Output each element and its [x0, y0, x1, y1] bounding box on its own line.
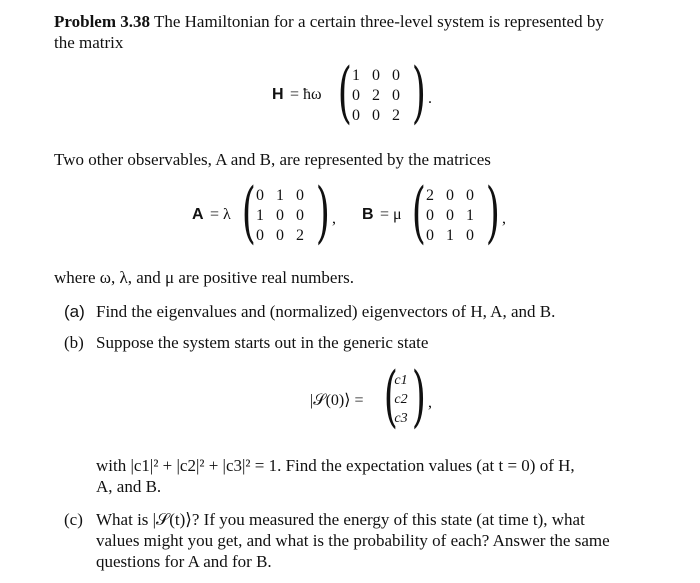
- b-right-paren: ): [485, 174, 500, 251]
- state-component: c1: [394, 373, 408, 388]
- h-matrix: [346, 66, 406, 126]
- A-matrix-entry: 0: [276, 227, 284, 244]
- A-matrix-row: [250, 226, 310, 246]
- H-matrix-table: [346, 66, 406, 126]
- h-trail: .: [428, 90, 432, 107]
- part-a-text: Find the eigenvalues and (normalized) eigenvectors of H, A, and B.: [96, 302, 556, 321]
- part-b-text: Suppose the system starts out in the generic state: [96, 333, 429, 352]
- B-matrix-entry: 1: [466, 207, 474, 224]
- a-trail: ,: [332, 210, 336, 227]
- state-vector: [390, 371, 412, 428]
- B-matrix-row: [420, 206, 480, 226]
- state-left-paren: (: [383, 358, 398, 435]
- A-matrix-entry: 1: [256, 207, 264, 224]
- H-matrix-row: [346, 66, 406, 86]
- H-matrix-entry: 0: [352, 107, 360, 124]
- a-prefix: = λ: [210, 206, 231, 223]
- B-matrix-entry: 0: [426, 227, 434, 244]
- A-matrix-row: [250, 186, 310, 206]
- b-equation: [362, 174, 542, 251]
- h-left-paren: (: [337, 54, 352, 131]
- part-c-line-1: What is |𝒮(t)⟩? If you measured the energy of this state (at time t), what: [96, 510, 585, 529]
- part-b-with-2: A, and B.: [96, 477, 162, 496]
- H-matrix-entry: 0: [372, 107, 380, 124]
- part-c-line-2: values might you get, and what is the probability of each? Answer the same: [96, 531, 610, 550]
- b-symbol: B: [362, 206, 374, 223]
- A-matrix-table: [250, 186, 310, 246]
- A-matrix-entry: 0: [256, 227, 264, 244]
- part-b-label: (b): [64, 333, 84, 352]
- B-matrix-entry: 0: [426, 207, 434, 224]
- B-matrix-entry: 2: [426, 187, 434, 204]
- problem-label: Problem 3.38: [54, 12, 151, 31]
- state-vector-table: [390, 371, 412, 428]
- H-matrix-entry: 0: [392, 87, 400, 104]
- observables-text: Two other observables, A and B, are represented by the matrices: [54, 150, 491, 169]
- H-matrix-entry: 1: [352, 67, 360, 84]
- where-text: where ω, λ, and μ are positive real numbers.: [54, 268, 354, 287]
- state-vector-equation: [310, 358, 470, 435]
- a-symbol: A: [192, 206, 204, 223]
- b-matrix: [420, 186, 480, 246]
- h-right-paren: ): [411, 54, 426, 131]
- b-prefix: = μ: [380, 206, 402, 223]
- A-matrix-entry: 2: [296, 227, 304, 244]
- A-matrix-entry: 0: [256, 187, 264, 204]
- state-trail: ,: [428, 394, 432, 411]
- H-matrix-entry: 0: [392, 67, 400, 84]
- state-lhs: |𝒮(0)⟩ =: [310, 392, 364, 409]
- b-left-paren: (: [411, 174, 426, 251]
- h-symbol: H: [272, 86, 284, 103]
- h-prefix: = ħω: [290, 86, 322, 103]
- part-a-label: (a): [64, 302, 85, 321]
- hamiltonian-equation: [272, 54, 472, 131]
- B-matrix-row: [420, 226, 480, 246]
- H-matrix-entry: 0: [372, 67, 380, 84]
- B-matrix-entry: 0: [446, 207, 454, 224]
- A-matrix-entry: 0: [296, 207, 304, 224]
- a-left-paren: (: [241, 174, 256, 251]
- B-matrix-entry: 0: [466, 227, 474, 244]
- A-matrix-row: [250, 206, 310, 226]
- B-matrix-table: [420, 186, 480, 246]
- H-matrix-entry: 2: [392, 107, 400, 124]
- state-component: c2: [394, 392, 408, 407]
- problem-intro-line-1: [54, 12, 604, 32]
- a-equation: [192, 174, 372, 251]
- b-trail: ,: [502, 210, 506, 227]
- B-matrix-entry: 1: [446, 227, 454, 244]
- problem-intro-1: The Hamiltonian for a certain three-level system is represented by: [153, 12, 604, 31]
- A-matrix-entry: 1: [276, 187, 284, 204]
- H-matrix-row: [346, 106, 406, 126]
- a-matrix: [250, 186, 310, 246]
- B-matrix-entry: 0: [446, 187, 454, 204]
- H-matrix-entry: 2: [372, 87, 380, 104]
- B-matrix-row: [420, 186, 480, 206]
- A-matrix-entry: 0: [276, 207, 284, 224]
- state-component: c3: [394, 411, 408, 426]
- a-right-paren: ): [315, 174, 330, 251]
- B-matrix-entry: 0: [466, 187, 474, 204]
- part-b-with-1: with |c1|² + |c2|² + |c3|² = 1. Find the expectation values (at t = 0) of H,: [96, 456, 575, 475]
- H-matrix-row: [346, 86, 406, 106]
- problem-intro-2: the matrix: [54, 33, 124, 52]
- H-matrix-entry: 0: [352, 87, 360, 104]
- part-a: [64, 302, 85, 322]
- state-right-paren: ): [411, 358, 426, 435]
- part-c-line-3: questions for A and for B.: [96, 552, 272, 571]
- A-matrix-entry: 0: [296, 187, 304, 204]
- part-c-label: (c): [64, 510, 83, 529]
